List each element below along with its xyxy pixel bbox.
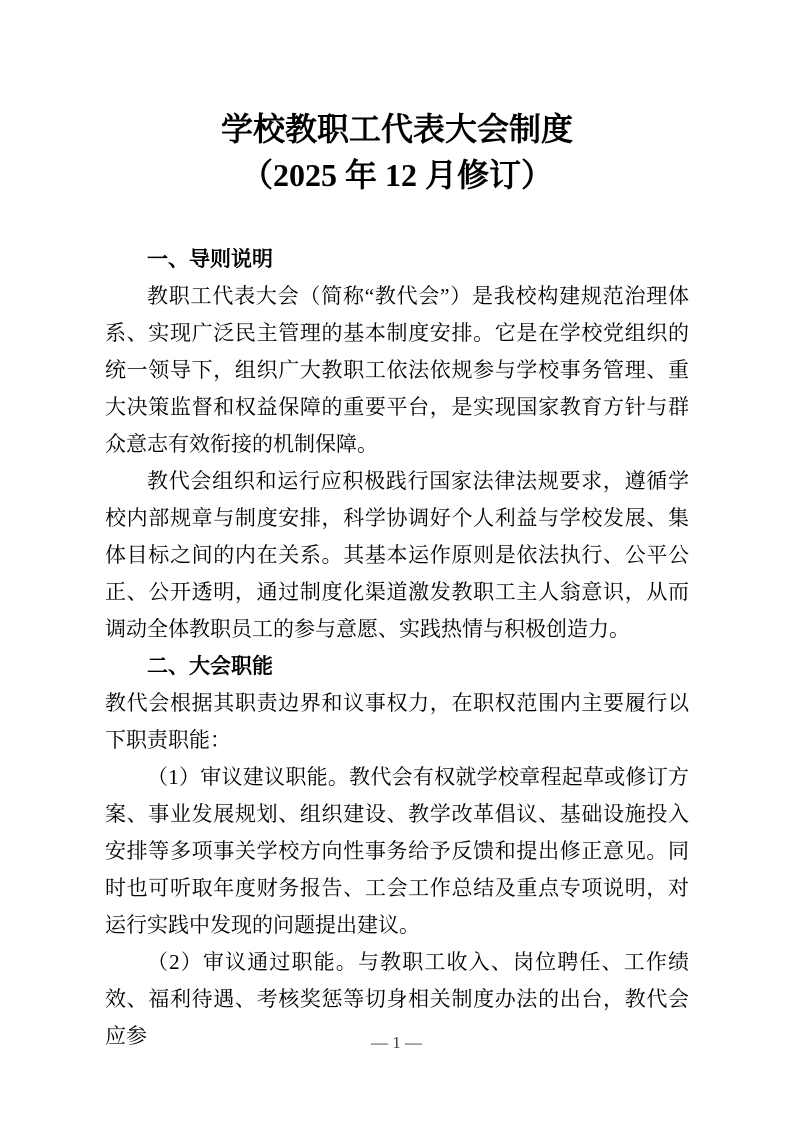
- document-title: 学校教职工代表大会制度: [220, 111, 573, 147]
- paragraph: 教职工代表大会（简称“教代会”）是我校构建规范治理体系、实现广泛民主管理的基本制度安排。它是在学校党组织的统一领导下，组织广大教职工依法依规参与学校事务管理、重大决策监督和权益保障的重要平台，是实现国家教育方针与群众意志有效衔接的机制保障。: [105, 284, 689, 456]
- page-number: — 1 —: [371, 1033, 422, 1052]
- document-subtitle: （2025 年 12 月修订）: [240, 157, 553, 193]
- paragraph: （1）审议建议职能。教代会有权就学校章程起草或修订方案、事业发展规划、组织建设、教学改革倡议、基础设施投入安排等多项事关学校方向性事务给予反馈和提出修正意见。同时也可听取年度财务报告、工会工作总结及重点专项说明，对运行实践中发现的问题提出建议。: [105, 765, 689, 937]
- paragraph: （2）审议通过职能。与教职工收入、岗位聘任、工作绩效、福利待遇、考核奖惩等切身相关制度办法的出台，教代会应参: [105, 950, 689, 1048]
- paragraph: 教代会组织和运行应积极践行国家法律法规要求，遵循学校内部规章与制度安排，科学协调好个人利益与学校发展、集体目标之间的内在关系。其基本运作原则是依法执行、公平公正、公开透明，通过制度化渠道激发教职工主人翁意识，从而调动全体教职员工的参与意愿、实践热情与积极创造力。: [105, 469, 689, 641]
- section-heading-1: 一、导则说明: [147, 248, 273, 271]
- paragraph: 教代会根据其职责边界和议事权力，在职权范围内主要履行以下职责职能：: [105, 691, 689, 752]
- section-heading-2: 二、大会职能: [147, 655, 273, 678]
- title-spacer: [105, 198, 689, 241]
